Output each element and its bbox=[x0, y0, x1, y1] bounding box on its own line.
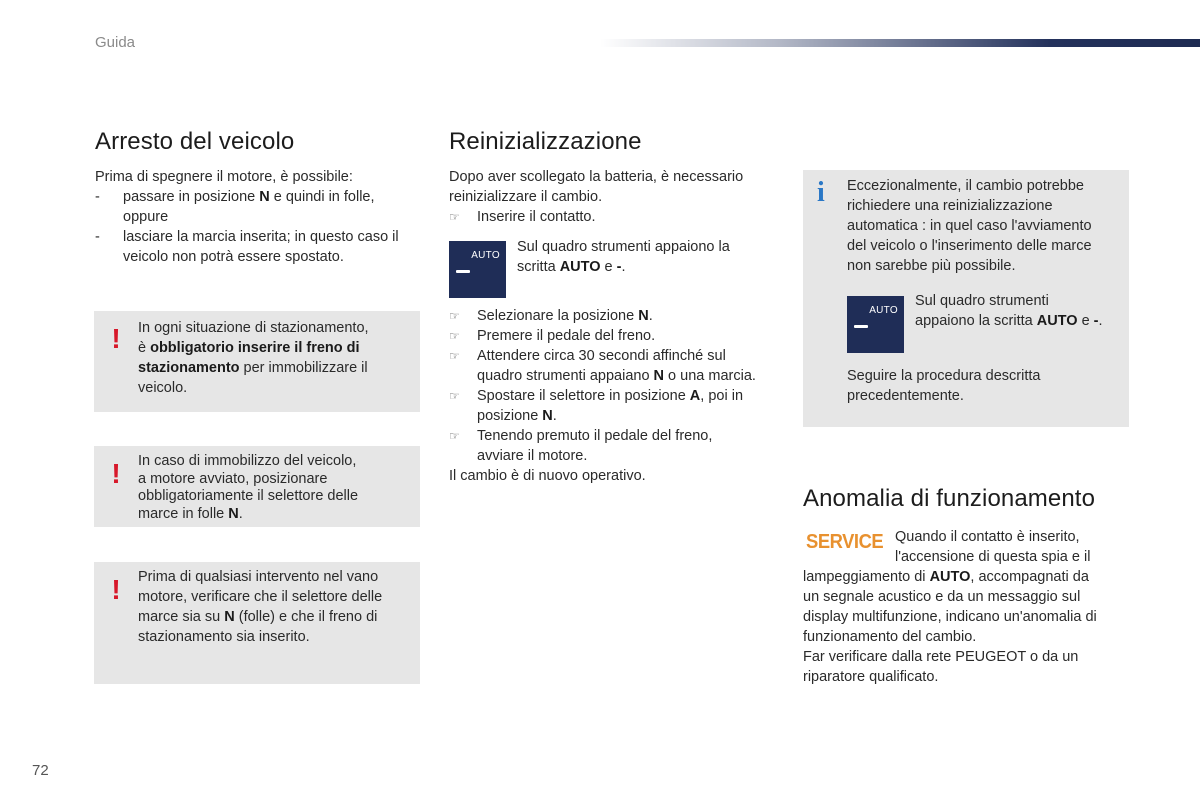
warning-text: In caso di immobilizzo del veicolo, a motore avviato, posizionare obbligatoriamente il selettore delle marce in folle N. bbox=[138, 453, 359, 522]
list-item: - lasciare la marcia inserita; in questo caso il veicolo non potrà essere spostato. bbox=[95, 229, 399, 265]
info-display-caption: Sul quadro strumenti appaiono la scritta AUTO e -. bbox=[915, 293, 1103, 329]
step-item: ☞ Spostare il selettore in posizione A, poi in posizione N. bbox=[449, 388, 744, 424]
arresto-body bbox=[95, 167, 425, 267]
warning-text: In ogni situazione di stazionamento, è obbligatorio inserire il freno di stazionamento per immobilizzare il veicolo. bbox=[138, 320, 369, 396]
reinit-closing: Il cambio è di nuovo operativo. bbox=[449, 468, 646, 484]
section-header: Guida bbox=[95, 34, 136, 51]
section-title-anomalia: Anomalia di funzionamento bbox=[803, 485, 1096, 512]
service-warning-icon: SERVICE bbox=[806, 531, 884, 553]
step-item: ☞ Tenendo premuto il pedale del freno, avviare il motore. bbox=[449, 428, 713, 464]
warning-icon: ! bbox=[111, 574, 121, 605]
arresto-intro: Prima di spegnere il motore, è possibile: bbox=[95, 169, 353, 185]
info-footer: Seguire la procedura descritta precedentemente. bbox=[847, 368, 1041, 404]
pointing-hand-icon: ☞ bbox=[449, 429, 460, 443]
reinit-intro: Dopo aver scollegato la batteria, è necessario reinizializzare il cambio. ☞ Inserire il contatto. bbox=[449, 167, 789, 227]
instrument-display-image: AUTO bbox=[449, 241, 506, 298]
pointing-hand-icon: ☞ bbox=[449, 329, 460, 343]
info-text: Eccezionalmente, il cambio potrebbe richiedere una reinizializzazione automatica : in quel caso l'avviamento del veicolo o l'inserimento delle marce non sarebbe più possibile. bbox=[847, 178, 1092, 274]
anomaly-text: lampeggiamento di AUTO, accompagnati da un segnale acustico e da un messaggio sul display multifunzione, indicano un'anomalia di funzionamento del cambio. Far verificare dalla rete PEUGEOT o da un riparatore qualificato. bbox=[803, 569, 1097, 685]
anomaly-text-top: Quando il contatto è inserito, l'accensione di questa spia e il bbox=[895, 529, 1091, 565]
step-item: ☞ Attendere circa 30 secondi affinché sul quadro strumenti appaiano N o una marcia. bbox=[449, 348, 756, 384]
reinit-steps bbox=[449, 306, 789, 486]
warning-icon: ! bbox=[111, 323, 121, 354]
minus-indicator-icon bbox=[456, 270, 470, 273]
pointing-hand-icon: ☞ bbox=[449, 389, 460, 403]
info-box bbox=[803, 170, 1129, 427]
warning-text: Prima di qualsiasi intervento nel vano motore, verificare che il selettore delle marce sia su N (folle) e che il freno di stazionamento sia inserito. bbox=[138, 569, 383, 645]
list-item: - passare in posizione N e quindi in folle, oppure bbox=[95, 189, 375, 225]
display-caption: Sul quadro strumenti appaiono la scritta AUTO e -. bbox=[517, 239, 730, 275]
instrument-display-image: AUTO bbox=[847, 296, 904, 353]
info-icon: i bbox=[817, 177, 825, 208]
warning-box-parking bbox=[94, 311, 420, 412]
section-title-reinizializzazione: Reinizializzazione bbox=[449, 128, 642, 155]
step-item: ☞ Inserire il contatto. bbox=[449, 209, 596, 225]
pointing-hand-icon: ☞ bbox=[449, 349, 460, 363]
step-item: ☞ Premere il pedale del freno. bbox=[449, 328, 656, 344]
step-item: ☞ Selezionare la posizione N. bbox=[449, 308, 653, 324]
pointing-hand-icon: ☞ bbox=[449, 309, 460, 323]
section-title-arresto: Arresto del veicolo bbox=[95, 128, 295, 155]
page-number: 72 bbox=[32, 762, 49, 779]
warning-box-immobilizzo bbox=[94, 446, 420, 527]
warning-icon: ! bbox=[111, 458, 121, 489]
warning-box-vano-motore bbox=[94, 562, 420, 684]
minus-indicator-icon bbox=[854, 325, 868, 328]
header-accent-bar bbox=[600, 39, 1200, 47]
pointing-hand-icon: ☞ bbox=[449, 210, 460, 224]
